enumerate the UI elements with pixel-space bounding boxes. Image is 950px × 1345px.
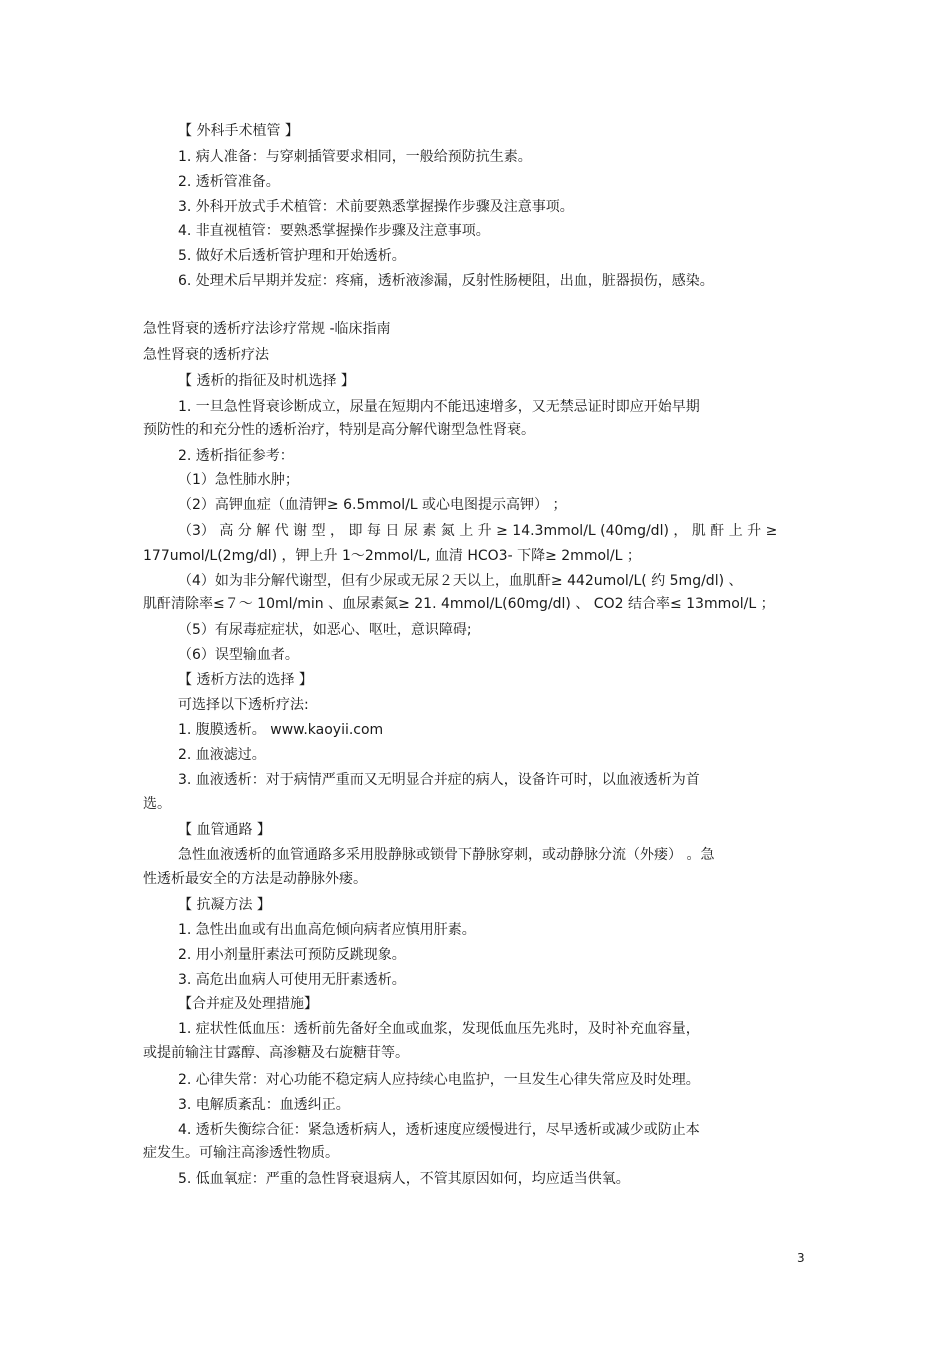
text-line: 【 血管通路 】 xyxy=(178,822,271,838)
text-line: 3. 电解质紊乱：血透纠正。 xyxy=(178,1097,350,1113)
text-line: （4）如为非分解代谢型，但有少尿或无尿２天以上，血肌酐≥ 442umol/L( 约 5mg/dl) 、 xyxy=(178,573,743,589)
text-line: 2. 血液滤过。 xyxy=(178,747,266,763)
text-line: 预防性的和充分性的透析治疗，特别是高分解代谢型急性肾衰。 xyxy=(143,422,535,438)
text-line: 急性肾衰的透析疗法 xyxy=(143,347,269,363)
text-line: 性透析最安全的方法是动静脉外瘘。 xyxy=(143,871,367,887)
text-line: 急性血液透析的血管通路多采用股静脉或锁骨下静脉穿刺，或动静脉分流（外瘘） 。急 xyxy=(178,847,715,863)
text-line: 2. 用小剂量肝素法可预防反跳现象。 xyxy=(178,947,406,963)
text-line: 肌酐清除率≤７～ 10ml/min 、血尿素氮≥ 21. 4mmol/L(60mg/dl) 、 CO2 结合率≤ 13mmol/L ； xyxy=(143,596,775,612)
text-line: 急性肾衰的透析疗法诊疗常规 -临床指南 xyxy=(143,321,391,337)
text-line: 5. 做好术后透析管护理和开始透析。 xyxy=(178,248,406,264)
text-line: 【合并症及处理措施】 xyxy=(178,996,318,1012)
text-line: 2. 心律失常：对心功能不稳定病人应持续心电监护，一旦发生心律失常应及时处理。 xyxy=(178,1072,700,1088)
text-line: 1. 一旦急性肾衰诊断成立，尿量在短期内不能迅速增多，又无禁忌证时即应开始早期 xyxy=(178,399,700,415)
text-line: 3. 外科开放式手术植管：术前要熟悉掌握操作步骤及注意事项。 xyxy=(178,199,574,215)
text-line: （2）高钾血症（血清钾≥ 6.5mmol/L 或心电图提示高钾） ； xyxy=(178,497,567,513)
text-line: 【 抗凝方法 】 xyxy=(178,897,271,913)
text-line: （3） 高 分 解 代 谢 型 ， 即 每 日 尿 素 氮 上 升 ≥ 14.3mmol/L (40mg/dl) ， 肌 酐 上 升 ≥ xyxy=(178,523,778,539)
text-line: 3. 高危出血病人可使用无肝素透析。 xyxy=(178,972,406,988)
text-line: （5）有尿毒症症状，如恶心、呕吐，意识障碍; xyxy=(178,622,472,638)
text-line: 或提前输注甘露醇、高渗糖及右旋糖苷等。 xyxy=(143,1045,409,1061)
text-line: 2. 透析指征参考： xyxy=(178,448,294,464)
page-number: 3 xyxy=(797,1251,805,1265)
text-line: 1. 急性出血或有出血高危倾向病者应慎用肝素。 xyxy=(178,922,476,938)
text-line: 1. 腹膜透析。 www.kaoyii.com xyxy=(178,722,384,738)
text-line: 【 透析方法的选择 】 xyxy=(178,672,313,688)
text-line: 5. 低血氧症：严重的急性肾衰退病人，不管其原因如何，均应适当供氧。 xyxy=(178,1171,630,1187)
text-line: 可选择以下透析疗法: xyxy=(178,697,309,713)
text-line: 【 外科手术植管 】 xyxy=(178,123,299,139)
text-line: 4. 透析失衡综合征：紧急透析病人，透析速度应缓慢进行，尽早透析或减少或防止本 xyxy=(178,1122,700,1138)
text-line: 选。 xyxy=(143,796,171,812)
text-line: （1）急性肺水肿； xyxy=(178,472,299,488)
text-line: 【 透析的指征及时机选择 】 xyxy=(178,373,355,389)
text-line: 177umol/L(2mg/dl) ，钾上升 1～2mmol/L, 血清 HCO3- 下降≥ 2mmol/L ； xyxy=(143,548,641,564)
text-line: 3. 血液透析：对于病情严重而又无明显合并症的病人，设备许可时，以血液透析为首 xyxy=(178,772,700,788)
text-line: 1. 病人准备：与穿刺插管要求相同，一般给预防抗生素。 xyxy=(178,149,532,165)
text-line: 2. 透析管准备。 xyxy=(178,174,280,190)
text-line: 1. 症状性低血压：透析前先备好全血或血浆，发现低血压先兆时，及时补充血容量， xyxy=(178,1021,700,1037)
text-line: 4. 非直视植管：要熟悉掌握操作步骤及注意事项。 xyxy=(178,223,490,239)
text-line: 症发生。可输注高渗透性物质。 xyxy=(143,1145,339,1161)
text-line: （6）误型输血者。 xyxy=(178,647,299,663)
text-line: 6. 处理术后早期并发症：疼痛，透析液渗漏，反射性肠梗阻，出血，脏器损伤，感染。 xyxy=(178,273,714,289)
